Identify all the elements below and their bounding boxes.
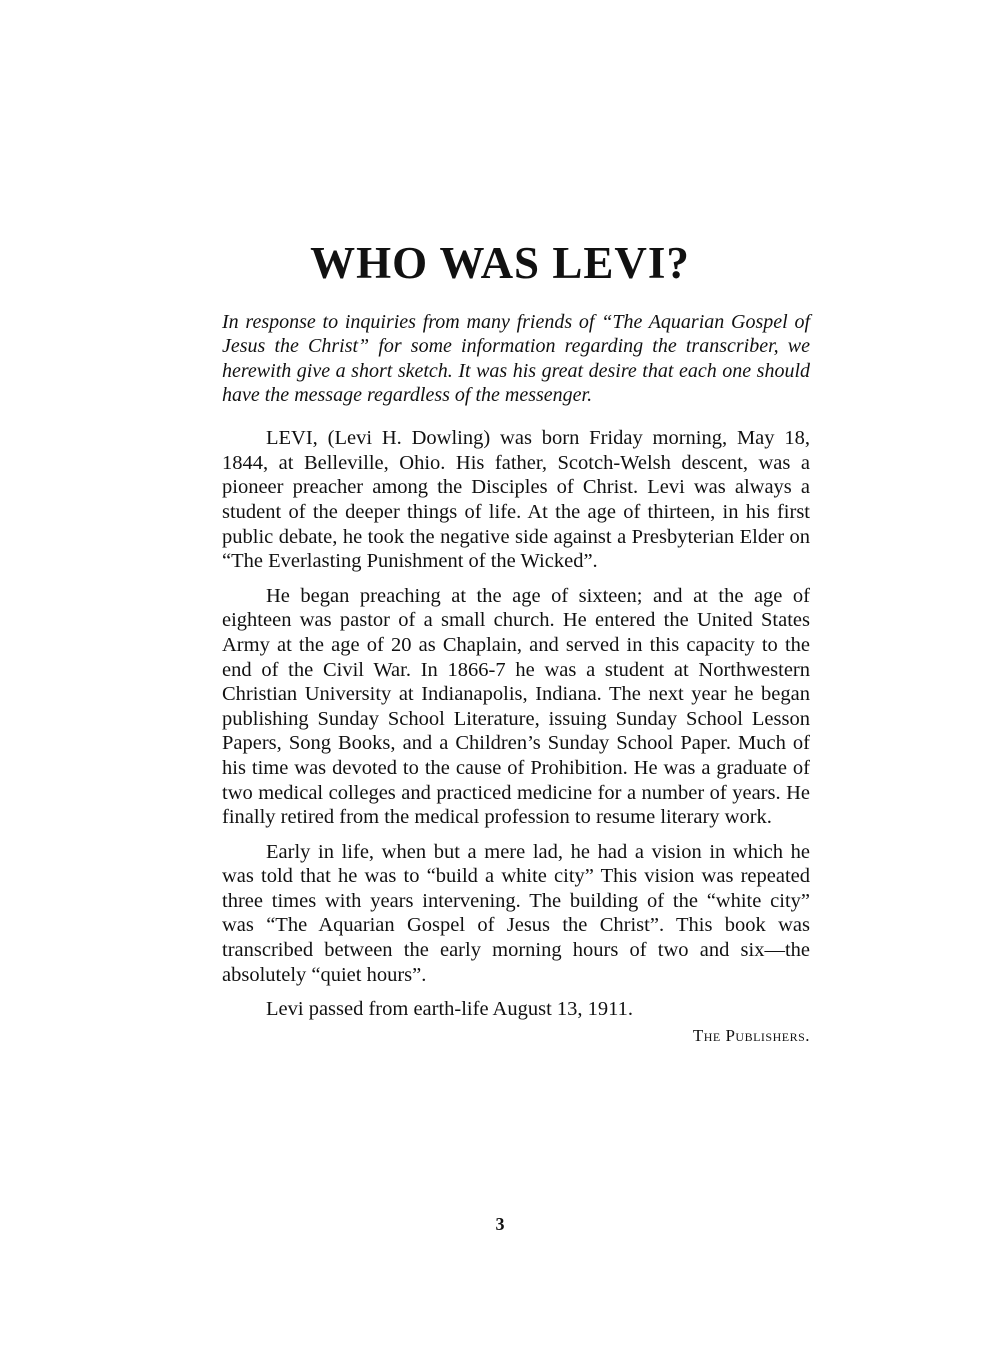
page-title: WHO WAS LEVI?: [310, 238, 690, 288]
death-line: Levi passed from earth-life August 13, 1911.: [266, 998, 634, 1021]
intro-paragraph: In response to inquiries from many friends of “The Aquarian Gospel of Jesus the Christ” for some information regarding the transcriber, we herewith give a short sketch. It was his great desire that each one should have the message regardless of the messenger.: [222, 311, 810, 406]
paragraph-vision: Early in life, when but a mere lad, he had a vision in which he was told that he was to “build a white city” This vision was repeated three times with years intervening. The building of the “white city” was “The Aquarian Gospel of Jesus the Christ”. This book was transcribed between the early morning hours of two and six—the absolutely “quiet hours”.: [222, 840, 810, 986]
body-text: [222, 310, 810, 1048]
paragraph-career: He began preaching at the age of sixteen; and at the age of eighteen was pastor of a small church. He entered the United States Army at the age of 20 as Chaplain, and served in this capacity to the end of the Civil War. In 1866-7 he was a student at Northwestern Christian University at Indianapolis, Indiana. The next year he began publishing Sunday School Literature, issuing Sunday School Lesson Papers, Song Books, and a Children’s Sunday School Paper. Much of his time was devoted to the cause of Prohibition. He was a graduate of two medical colleges and practiced medicine for a number of years. He finally retired from the medical profession to resume literary work.: [222, 584, 810, 829]
publisher-signature: The Publishers.: [692, 1025, 810, 1045]
paragraph-birth: LEVI, (Levi H. Dowling) was born Friday morning, May 18, 1844, at Belleville, Ohio. His father, Scotch-Welsh descent, was a pioneer preacher among the Disciples of Christ. Levi was always a student of the deeper things of life. At the age of thirteen, in his first public debate, he took the negative side against a Presbyterian Elder on “The Everlasting Punishment of the Wicked”.: [222, 427, 810, 573]
page-number: 3: [495, 1214, 505, 1234]
